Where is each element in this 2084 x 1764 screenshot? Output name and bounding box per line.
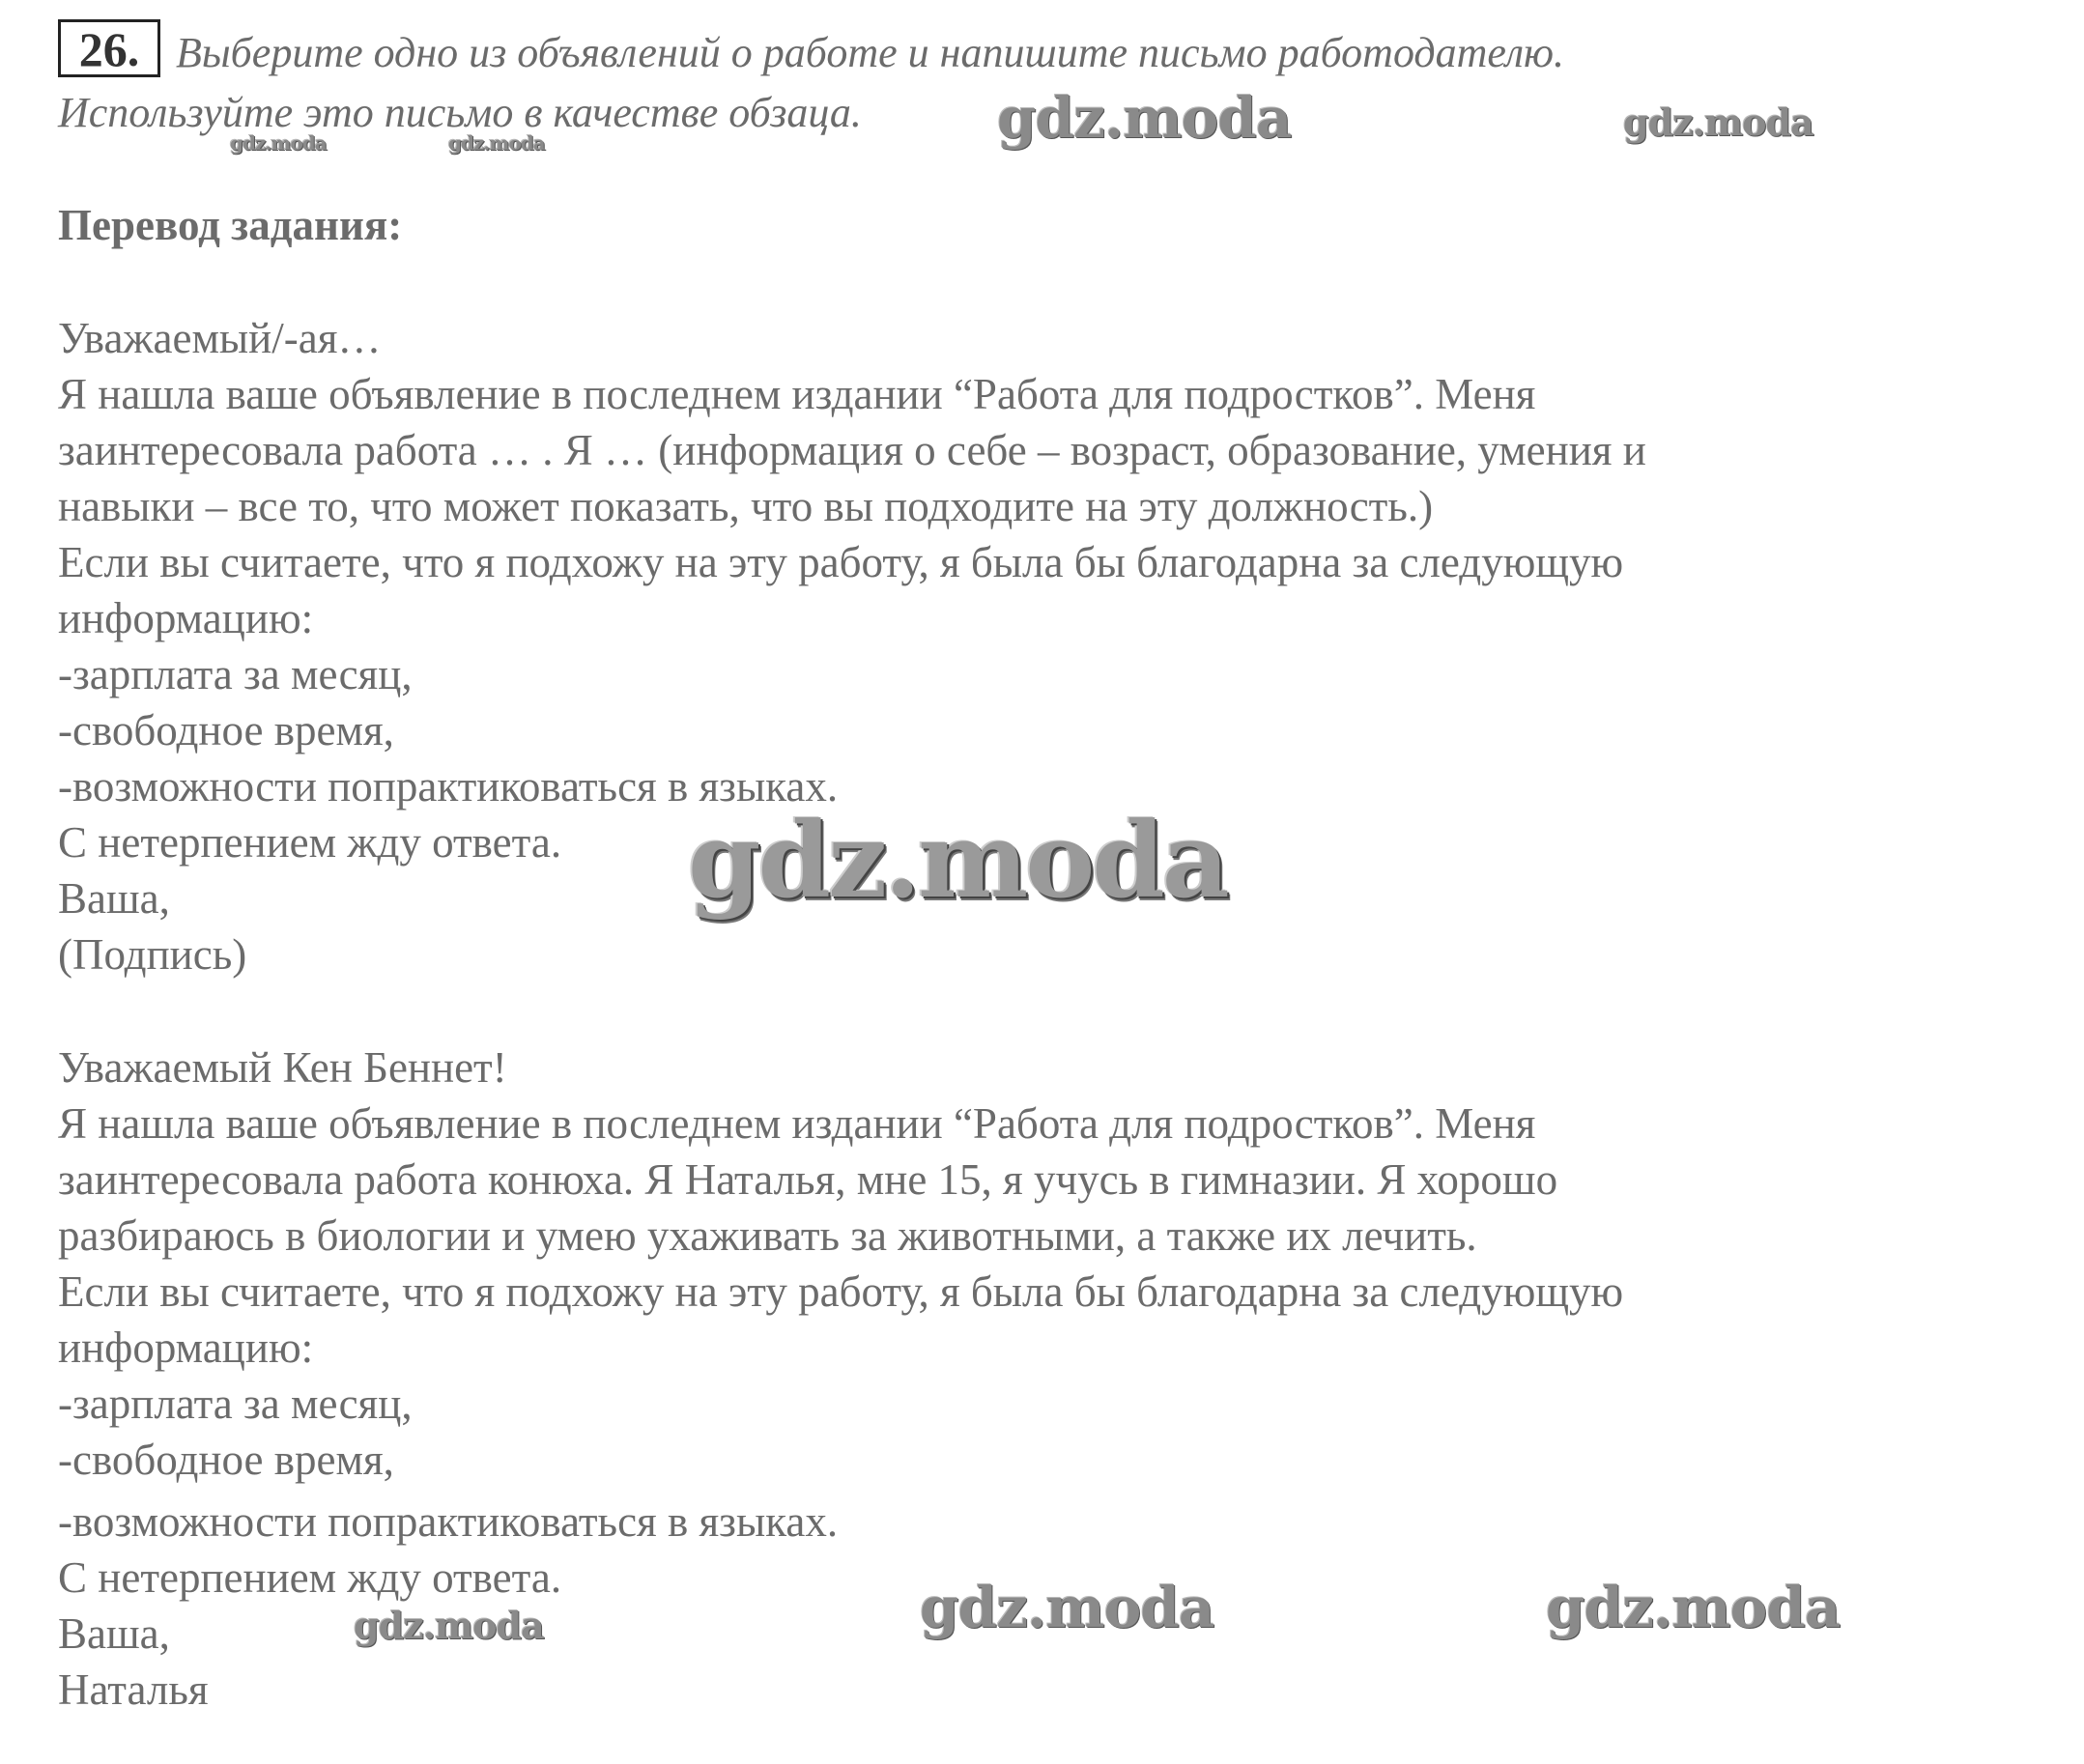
template-signature: (Подпись) bbox=[58, 930, 247, 979]
template-salutation: Уважаемый/-ая… bbox=[58, 314, 382, 362]
example-line: Если вы считаете, что я подхожу на эту работу, я была бы благодарна за следующую bbox=[58, 1267, 1624, 1316]
example-signature: Наталья bbox=[58, 1665, 209, 1714]
task-instruction-line1: Выберите одно из объявлений о работе и напишите письмо работодателю. bbox=[176, 29, 1565, 76]
template-line: Ваша, bbox=[58, 874, 170, 923]
translation-heading: Перевод задания: bbox=[58, 201, 403, 249]
template-line: навыки – все то, что может показать, что вы подходите на эту должность.) bbox=[58, 482, 1434, 530]
task-instruction-line2: Используйте это письмо в качестве обзаца. bbox=[58, 89, 862, 136]
example-line: -возможности попрактиковаться в языках. bbox=[58, 1497, 839, 1546]
watermark-logo: gdz.moda bbox=[1546, 1575, 1841, 1640]
watermark-logo: gdz.moda bbox=[688, 800, 1227, 922]
watermark-logo: gdz.moda bbox=[230, 131, 327, 155]
watermark-logo: gdz.moda bbox=[1623, 100, 1813, 144]
example-salutation: Уважаемый Кен Беннет! bbox=[58, 1043, 507, 1092]
watermark-logo: gdz.moda bbox=[354, 1604, 544, 1647]
example-line: С нетерпением жду ответа. bbox=[58, 1553, 562, 1602]
template-line: Я нашла ваше объявление в последнем издании “Работа для подростков”. Меня bbox=[58, 370, 1536, 418]
watermark-logo: gdz.moda bbox=[997, 85, 1292, 151]
example-line: разбираюсь в биологии и умею ухаживать за животными, а также их лечить. bbox=[58, 1211, 1477, 1260]
template-line: заинтересовала работа … . Я … (информация о себе – возраст, образование, умения и bbox=[58, 426, 1646, 474]
template-line: С нетерпением жду ответа. bbox=[58, 818, 562, 867]
template-line: -зарплата за месяц, bbox=[58, 650, 413, 698]
watermark-logo: gdz.moda bbox=[920, 1575, 1214, 1640]
example-line: заинтересовала работа конюха. Я Наталья, мне 15, я учусь в гимназии. Я хорошо bbox=[58, 1155, 1558, 1204]
example-line: информацию: bbox=[58, 1323, 314, 1372]
task-number: 26. bbox=[58, 19, 160, 77]
example-line: -свободное время, bbox=[58, 1436, 394, 1484]
example-line: -зарплата за месяц, bbox=[58, 1380, 413, 1428]
template-line: -возможности попрактиковаться в языках. bbox=[58, 762, 839, 811]
template-line: информацию: bbox=[58, 594, 314, 642]
template-line: -свободное время, bbox=[58, 706, 394, 754]
template-line: Если вы считаете, что я подхожу на эту работу, я была бы благодарна за следующую bbox=[58, 538, 1624, 586]
example-line: Ваша, bbox=[58, 1609, 170, 1658]
watermark-logo: gdz.moda bbox=[448, 131, 545, 155]
example-line: Я нашла ваше объявление в последнем издании “Работа для подростков”. Меня bbox=[58, 1099, 1536, 1148]
